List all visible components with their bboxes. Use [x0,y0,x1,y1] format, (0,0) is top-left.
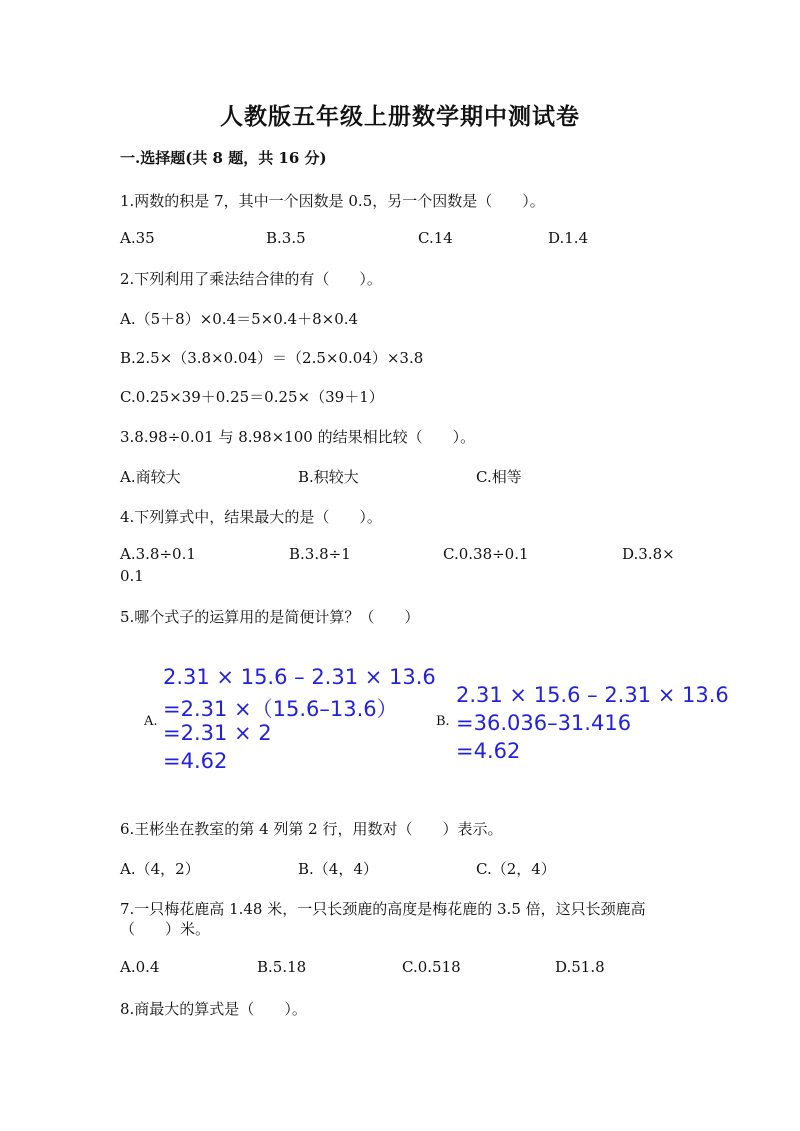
question-3-stem: 3.8.98÷0.01 与 8.98×100 的结果相比较（ ）。 [120,428,476,446]
q5-a-line-1: 2.31 × 15.6 – 2.31 × 13.6 [163,665,436,689]
question-1-stem: 1.两数的积是 7，其中一个因数是 0.5，另一个因数是（ ）。 [120,192,545,210]
q5-a-line-3: =2.31 × 2 [163,721,272,745]
q5-b-line-3: =4.62 [456,739,521,763]
q2-option-b: B.2.5×（3.8×0.04）＝（2.5×0.04）×3.8 [120,349,424,367]
q5-a-line-2: =2.31 ×（15.6–13.6） [163,697,398,721]
question-6-stem: 6.王彬坐在教室的第 4 列第 2 行，用数对（ ）表示。 [120,820,503,838]
q2-option-a: A.（5＋8）×0.4＝5×0.4＋8×0.4 [120,310,359,328]
q4-option-a: A.3.8÷0.1 [120,545,196,563]
q6-option-a: A.（4，2） [120,860,200,878]
q3-option-c: C.相等 [476,468,522,486]
q4-option-d-continued: 0.1 [120,567,144,585]
q1-option-b: B.3.5 [266,229,306,247]
section-heading: 一.选择题(共 8 题，共 16 分) [120,149,327,167]
page-title: 人教版五年级上册数学期中测试卷 [220,103,580,130]
q7-option-a: A.0.4 [120,958,160,976]
question-2-stem: 2.下列利用了乘法结合律的有（ ）。 [120,270,382,288]
q3-option-b: B.积较大 [298,468,359,486]
question-5-stem: 5.哪个式子的运算用的是简便计算？（ ） [120,608,420,626]
question-4-stem: 4.下列算式中，结果最大的是（ ）。 [120,508,382,526]
q5-option-a-label: A. [144,714,158,729]
q1-option-d: D.1.4 [548,229,589,247]
q5-option-b-label: B. [436,714,450,729]
q4-option-d: D.3.8× [622,545,675,563]
q4-option-c: C.0.38÷0.1 [443,545,529,563]
q1-option-c: C.14 [418,229,453,247]
question-7-stem-line-2: （ ）米。 [120,920,211,938]
q2-option-c: C.0.25×39＋0.25＝0.25×（39＋1） [120,388,384,406]
q1-option-a: A.35 [120,229,155,247]
q6-option-b: B.（4，4） [298,860,378,878]
q6-option-c: C.（2，4） [476,860,556,878]
question-8-stem: 8.商最大的算式是（ ）。 [120,1000,307,1018]
q3-option-a: A.商较大 [120,468,181,486]
question-7-stem-line-1: 7.一只梅花鹿高 1.48 米，一只长颈鹿的高度是梅花鹿的 3.5 倍，这只长颈鹿高 [120,900,646,918]
q4-option-b: B.3.8÷1 [289,545,351,563]
q5-a-line-4: =4.62 [163,749,228,773]
q7-option-d: D.51.8 [555,958,605,976]
q7-option-b: B.5.18 [257,958,307,976]
q7-option-c: C.0.518 [402,958,461,976]
q5-b-line-1: 2.31 × 15.6 – 2.31 × 13.6 [456,683,729,707]
q5-b-line-2: =36.036–31.416 [456,711,632,735]
